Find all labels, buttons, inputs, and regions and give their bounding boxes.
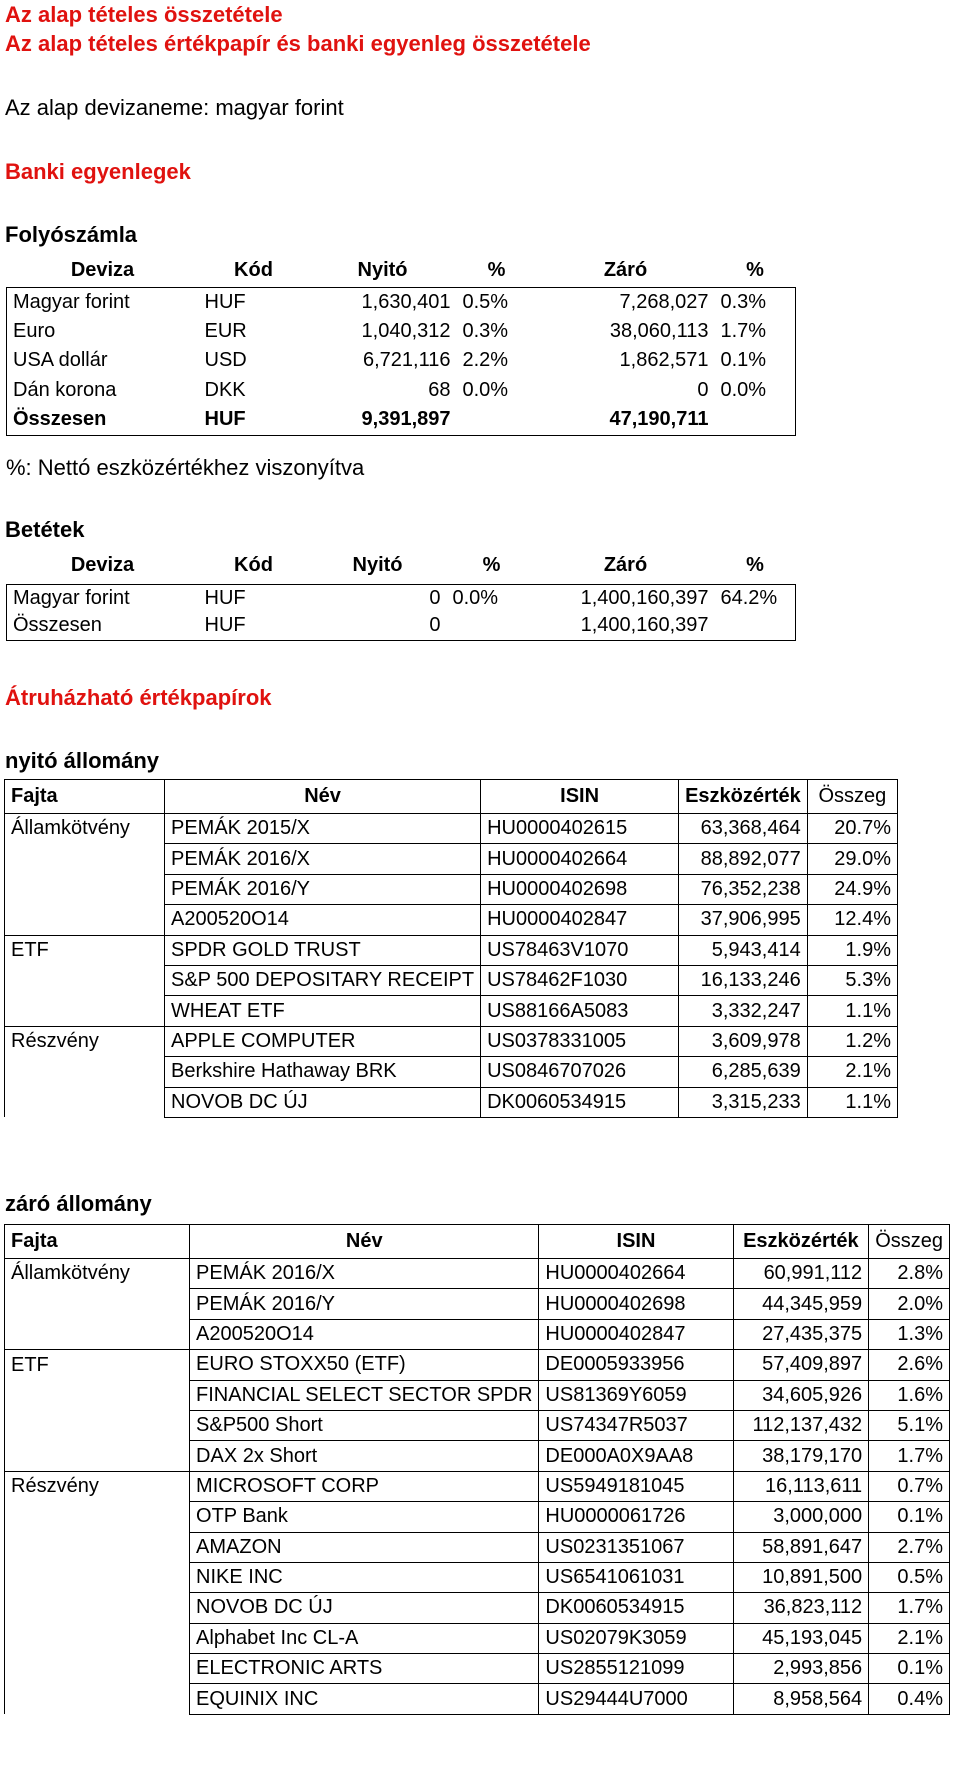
table-cell: US29444U7000	[539, 1684, 733, 1714]
table-row	[5, 1259, 950, 1289]
table-row	[5, 1087, 898, 1117]
header-asset-value: Eszközérték	[733, 1225, 869, 1259]
table-cell: HU0000402847	[539, 1319, 733, 1349]
header-opening: Nyitó	[352, 554, 403, 577]
table-row	[7, 287, 796, 317]
table-cell: 1.3%	[869, 1319, 950, 1349]
table-cell	[5, 844, 165, 874]
table-cell	[5, 1087, 165, 1117]
table-row	[5, 1471, 950, 1501]
table-row	[5, 1593, 950, 1623]
table-cell: 1.7%	[869, 1441, 950, 1471]
table-cell: 24.9%	[807, 874, 897, 904]
table-cell: PEMÁK 2015/X	[165, 814, 481, 844]
table-cell: OTP Bank	[190, 1502, 539, 1532]
table-cell: 16,113,611	[733, 1471, 869, 1501]
table-cell: NIKE INC	[190, 1562, 539, 1592]
table-cell: 1.6%	[869, 1380, 950, 1410]
table-cell: HU0000402615	[481, 814, 679, 844]
header-closing: Záró	[603, 259, 648, 282]
table-cell	[5, 874, 165, 904]
table-row	[7, 584, 796, 612]
table-cell: 1.2%	[807, 1026, 897, 1056]
table-cell: AMAZON	[190, 1532, 539, 1562]
table-cell: S&P500 Short	[190, 1410, 539, 1440]
table-cell: Alphabet Inc CL-A	[190, 1623, 539, 1653]
table-cell: Berkshire Hathaway BRK	[165, 1057, 481, 1087]
deposits-heading: Betétek	[5, 517, 85, 542]
table-row	[5, 874, 898, 904]
table-cell: 0.4%	[869, 1684, 950, 1714]
table-cell	[5, 1057, 165, 1087]
table-row	[5, 1289, 950, 1319]
closing-heading: záró állomány	[5, 1191, 152, 1216]
table-cell: 29.0%	[807, 844, 897, 874]
table-cell: 1.9%	[807, 935, 897, 965]
header-type: Fajta	[5, 780, 165, 814]
table-cell: US78463V1070	[481, 935, 679, 965]
table-row	[5, 1562, 950, 1592]
table-cell: 27,435,375	[733, 1319, 869, 1349]
table-cell: US02079K3059	[539, 1623, 733, 1653]
table-cell: 2.6%	[869, 1350, 950, 1380]
table-cell	[457, 405, 537, 435]
table-cell: 37,906,995	[679, 905, 808, 935]
table-cell: S&P 500 DEPOSITARY RECEIPT	[165, 965, 481, 995]
table-cell: 6,721,116	[363, 349, 451, 372]
table-cell: HU0000402698	[539, 1289, 733, 1319]
table-cell: HU0000402698	[481, 874, 679, 904]
table-cell: 44,345,959	[733, 1289, 869, 1319]
table-cell: Euro	[13, 319, 56, 342]
opening-holdings-table	[4, 779, 898, 1118]
table-cell: 1,630,401	[361, 290, 451, 313]
table-row	[5, 1319, 950, 1349]
table-cell: 12.4%	[807, 905, 897, 935]
table-row	[5, 1350, 950, 1380]
table-cell: 0.1%	[869, 1502, 950, 1532]
table-cell: ETF	[5, 935, 165, 965]
table-cell: 34,605,926	[733, 1380, 869, 1410]
header-code: Kód	[234, 259, 273, 282]
table-cell: 8,958,564	[733, 1684, 869, 1714]
table-cell: 1,040,312	[361, 319, 451, 342]
table-cell	[5, 1562, 190, 1592]
table-cell: APPLE COMPUTER	[165, 1026, 481, 1056]
table-cell: 58,891,647	[733, 1532, 869, 1562]
closing-holdings-table	[4, 1224, 950, 1715]
table-cell: 2.0%	[869, 1289, 950, 1319]
table-cell: PEMÁK 2016/Y	[190, 1289, 539, 1319]
table-cell: 0.1%	[869, 1654, 950, 1684]
header-type: Fajta	[5, 1225, 190, 1259]
table-cell: 1.1%	[807, 996, 897, 1026]
table-cell: Összesen	[13, 408, 107, 431]
table-row	[5, 1410, 950, 1440]
table-row	[5, 1654, 950, 1684]
table-cell: Magyar forint	[13, 586, 130, 609]
table-cell: DK0060534915	[539, 1593, 733, 1623]
table-cell	[5, 1380, 190, 1410]
table-cell: ELECTRONIC ARTS	[190, 1654, 539, 1684]
table-cell: MICROSOFT CORP	[190, 1471, 539, 1501]
header-isin: ISIN	[539, 1225, 733, 1259]
table-cell: DE0005933956	[539, 1350, 733, 1380]
table-cell: 68	[428, 378, 451, 401]
table-cell: 2.2%	[462, 349, 509, 372]
table-cell: US6541061031	[539, 1562, 733, 1592]
table-cell: Államkötvény	[5, 814, 165, 844]
table-cell	[715, 612, 796, 640]
table-cell: 1,400,160,397	[580, 586, 709, 609]
table-cell: USA dollár	[13, 349, 108, 372]
table-cell: 38,179,170	[733, 1441, 869, 1471]
header-opening: Nyitó	[357, 259, 408, 282]
table-cell: 0.0%	[462, 378, 509, 401]
table-cell: SPDR GOLD TRUST	[165, 935, 481, 965]
table-cell: 0	[697, 378, 709, 401]
table-cell: 1,400,160,397	[580, 614, 709, 637]
table-cell	[5, 1319, 190, 1349]
table-row	[5, 1623, 950, 1653]
table-cell	[5, 1684, 190, 1714]
table-cell: 47,190,711	[609, 408, 709, 431]
table-cell: 0	[429, 586, 441, 609]
table-cell: 5.1%	[869, 1410, 950, 1440]
table-row	[7, 317, 796, 347]
header-isin: ISIN	[481, 780, 679, 814]
table-cell: US0846707026	[481, 1057, 679, 1087]
table-cell	[5, 965, 165, 995]
table-cell: 0.5%	[869, 1562, 950, 1592]
table-cell: 38,060,113	[609, 319, 709, 342]
table-row	[7, 405, 796, 435]
table-row	[5, 905, 898, 935]
header-currency: Deviza	[70, 259, 135, 282]
table-cell: DAX 2x Short	[190, 1441, 539, 1471]
table-row	[5, 814, 898, 844]
table-cell	[5, 1441, 190, 1471]
table-cell: DK0060534915	[481, 1087, 679, 1117]
table-cell: 0.7%	[869, 1471, 950, 1501]
table-cell: 0.3%	[720, 290, 767, 313]
deposits-table	[6, 548, 796, 641]
table-cell: 0.3%	[462, 319, 509, 342]
table-cell: HUF	[204, 290, 246, 313]
table-row	[5, 965, 898, 995]
table-row	[5, 1380, 950, 1410]
table-cell: EURO STOXX50 (ETF)	[190, 1350, 539, 1380]
table-cell: HU0000402847	[481, 905, 679, 935]
table-cell: 57,409,897	[733, 1350, 869, 1380]
table-cell: HU0000402664	[539, 1259, 733, 1289]
table-cell: Dán korona	[13, 378, 117, 401]
header-name: Név	[190, 1225, 539, 1259]
table-cell: 3,609,978	[679, 1026, 808, 1056]
table-cell: 2.7%	[869, 1532, 950, 1562]
header-opening-pct: %	[482, 554, 501, 577]
table-row	[5, 935, 898, 965]
header-share: Összeg	[807, 780, 897, 814]
current-account-heading: Folyószámla	[5, 222, 138, 247]
table-row	[7, 346, 796, 376]
table-cell: Magyar forint	[13, 290, 130, 313]
table-row	[7, 612, 796, 640]
table-cell: US88166A5083	[481, 996, 679, 1026]
table-cell: 76,352,238	[679, 874, 808, 904]
table-cell: US2855121099	[539, 1654, 733, 1684]
table-cell: A200520O14	[165, 905, 481, 935]
opening-heading: nyitó állomány	[5, 748, 160, 773]
table-cell: 0.1%	[720, 349, 767, 372]
securities-heading: Átruházható értékpapírok	[5, 685, 272, 710]
table-cell: 20.7%	[807, 814, 897, 844]
table-cell	[5, 1289, 190, 1319]
table-cell: 3,332,247	[679, 996, 808, 1026]
table-cell: ETF	[5, 1350, 190, 1380]
table-cell: EQUINIX INC	[190, 1684, 539, 1714]
table-cell	[5, 1410, 190, 1440]
table-cell: 5.3%	[807, 965, 897, 995]
table-cell: US81369Y6059	[539, 1380, 733, 1410]
table-cell: 0.0%	[452, 586, 499, 609]
table-cell: PEMÁK 2016/X	[165, 844, 481, 874]
table-cell: Államkötvény	[5, 1259, 190, 1289]
table-cell: 5,943,414	[679, 935, 808, 965]
table-cell: 3,315,233	[679, 1087, 808, 1117]
header-opening-pct: %	[487, 259, 506, 282]
report-subtitle: Az alap tételes értékpapír és banki egyenleg összetétele	[5, 31, 591, 56]
table-cell: 6,285,639	[679, 1057, 808, 1087]
table-cell	[5, 1593, 190, 1623]
table-cell: A200520O14	[190, 1319, 539, 1349]
table-cell: 64.2%	[720, 586, 778, 609]
table-cell: FINANCIAL SELECT SECTOR SPDR	[190, 1380, 539, 1410]
fund-currency-note: Az alap devizaneme: magyar forint	[5, 95, 344, 120]
table-cell: NOVOB DC ÚJ	[165, 1087, 481, 1117]
table-row	[5, 1057, 898, 1087]
table-cell: 88,892,077	[679, 844, 808, 874]
table-cell: US78462F1030	[481, 965, 679, 995]
table-row	[5, 996, 898, 1026]
table-cell: 16,133,246	[679, 965, 808, 995]
table-cell: US5949181045	[539, 1471, 733, 1501]
table-cell	[5, 1502, 190, 1532]
table-cell: 0	[429, 614, 441, 637]
table-cell: USD	[204, 349, 247, 372]
table-cell	[5, 1623, 190, 1653]
table-cell: 0.0%	[720, 378, 767, 401]
table-cell	[447, 612, 537, 640]
header-asset-value: Eszközérték	[679, 780, 808, 814]
table-cell	[715, 405, 796, 435]
table-row	[7, 376, 796, 406]
table-cell: 3,000,000	[733, 1502, 869, 1532]
table-cell: 2.1%	[807, 1057, 897, 1087]
table-row	[5, 1684, 950, 1714]
table-cell: 1.7%	[720, 319, 767, 342]
table-row	[5, 1441, 950, 1471]
footnote: %: Nettó eszközértékhez viszonyítva	[6, 455, 365, 480]
table-cell: DE000A0X9AA8	[539, 1441, 733, 1471]
table-cell: HU0000402664	[481, 844, 679, 874]
table-cell: 45,193,045	[733, 1623, 869, 1653]
table-cell: US0231351067	[539, 1532, 733, 1562]
table-cell: 1,862,571	[619, 349, 709, 372]
table-cell	[5, 996, 165, 1026]
table-cell: PEMÁK 2016/X	[190, 1259, 539, 1289]
table-cell: 0.5%	[462, 290, 509, 313]
table-cell	[5, 1532, 190, 1562]
table-cell: WHEAT ETF	[165, 996, 481, 1026]
table-cell: 1.7%	[869, 1593, 950, 1623]
table-row	[5, 1026, 898, 1056]
table-cell: 9,391,897	[361, 408, 451, 431]
table-cell: Összesen	[13, 614, 102, 637]
table-cell: HU0000061726	[539, 1502, 733, 1532]
table-cell	[5, 905, 165, 935]
table-cell: 2.8%	[869, 1259, 950, 1289]
header-closing: Záró	[603, 554, 648, 577]
table-cell: 112,137,432	[733, 1410, 869, 1440]
table-cell: Részvény	[5, 1471, 190, 1501]
report-title: Az alap tételes összetétele	[5, 2, 283, 27]
bank-balances-heading: Banki egyenlegek	[5, 159, 191, 184]
header-closing-pct: %	[746, 259, 764, 282]
table-cell: DKK	[204, 378, 246, 401]
table-cell: HUF	[204, 408, 246, 431]
table-row	[5, 1532, 950, 1562]
table-cell: 63,368,464	[679, 814, 808, 844]
table-cell: 36,823,112	[733, 1593, 869, 1623]
table-cell	[5, 1654, 190, 1684]
table-cell: 2,993,856	[733, 1654, 869, 1684]
header-share: Összeg	[869, 1225, 950, 1259]
table-cell: 60,991,112	[733, 1259, 869, 1289]
table-cell: 2.1%	[869, 1623, 950, 1653]
header-closing-pct: %	[746, 554, 764, 577]
current-account-table	[6, 255, 796, 436]
table-cell: Részvény	[5, 1026, 165, 1056]
table-cell: 7,268,027	[619, 290, 709, 313]
header-currency: Deviza	[70, 554, 135, 577]
table-cell: 1.1%	[807, 1087, 897, 1117]
table-row	[5, 844, 898, 874]
table-cell: EUR	[204, 319, 247, 342]
table-cell: HUF	[204, 586, 246, 609]
table-cell: HUF	[204, 614, 246, 637]
table-cell: US0378331005	[481, 1026, 679, 1056]
table-cell: NOVOB DC ÚJ	[190, 1593, 539, 1623]
header-code: Kód	[234, 554, 273, 577]
table-cell: 10,891,500	[733, 1562, 869, 1592]
table-cell: PEMÁK 2016/Y	[165, 874, 481, 904]
table-cell: US74347R5037	[539, 1410, 733, 1440]
header-name: Név	[165, 780, 481, 814]
table-row	[5, 1502, 950, 1532]
